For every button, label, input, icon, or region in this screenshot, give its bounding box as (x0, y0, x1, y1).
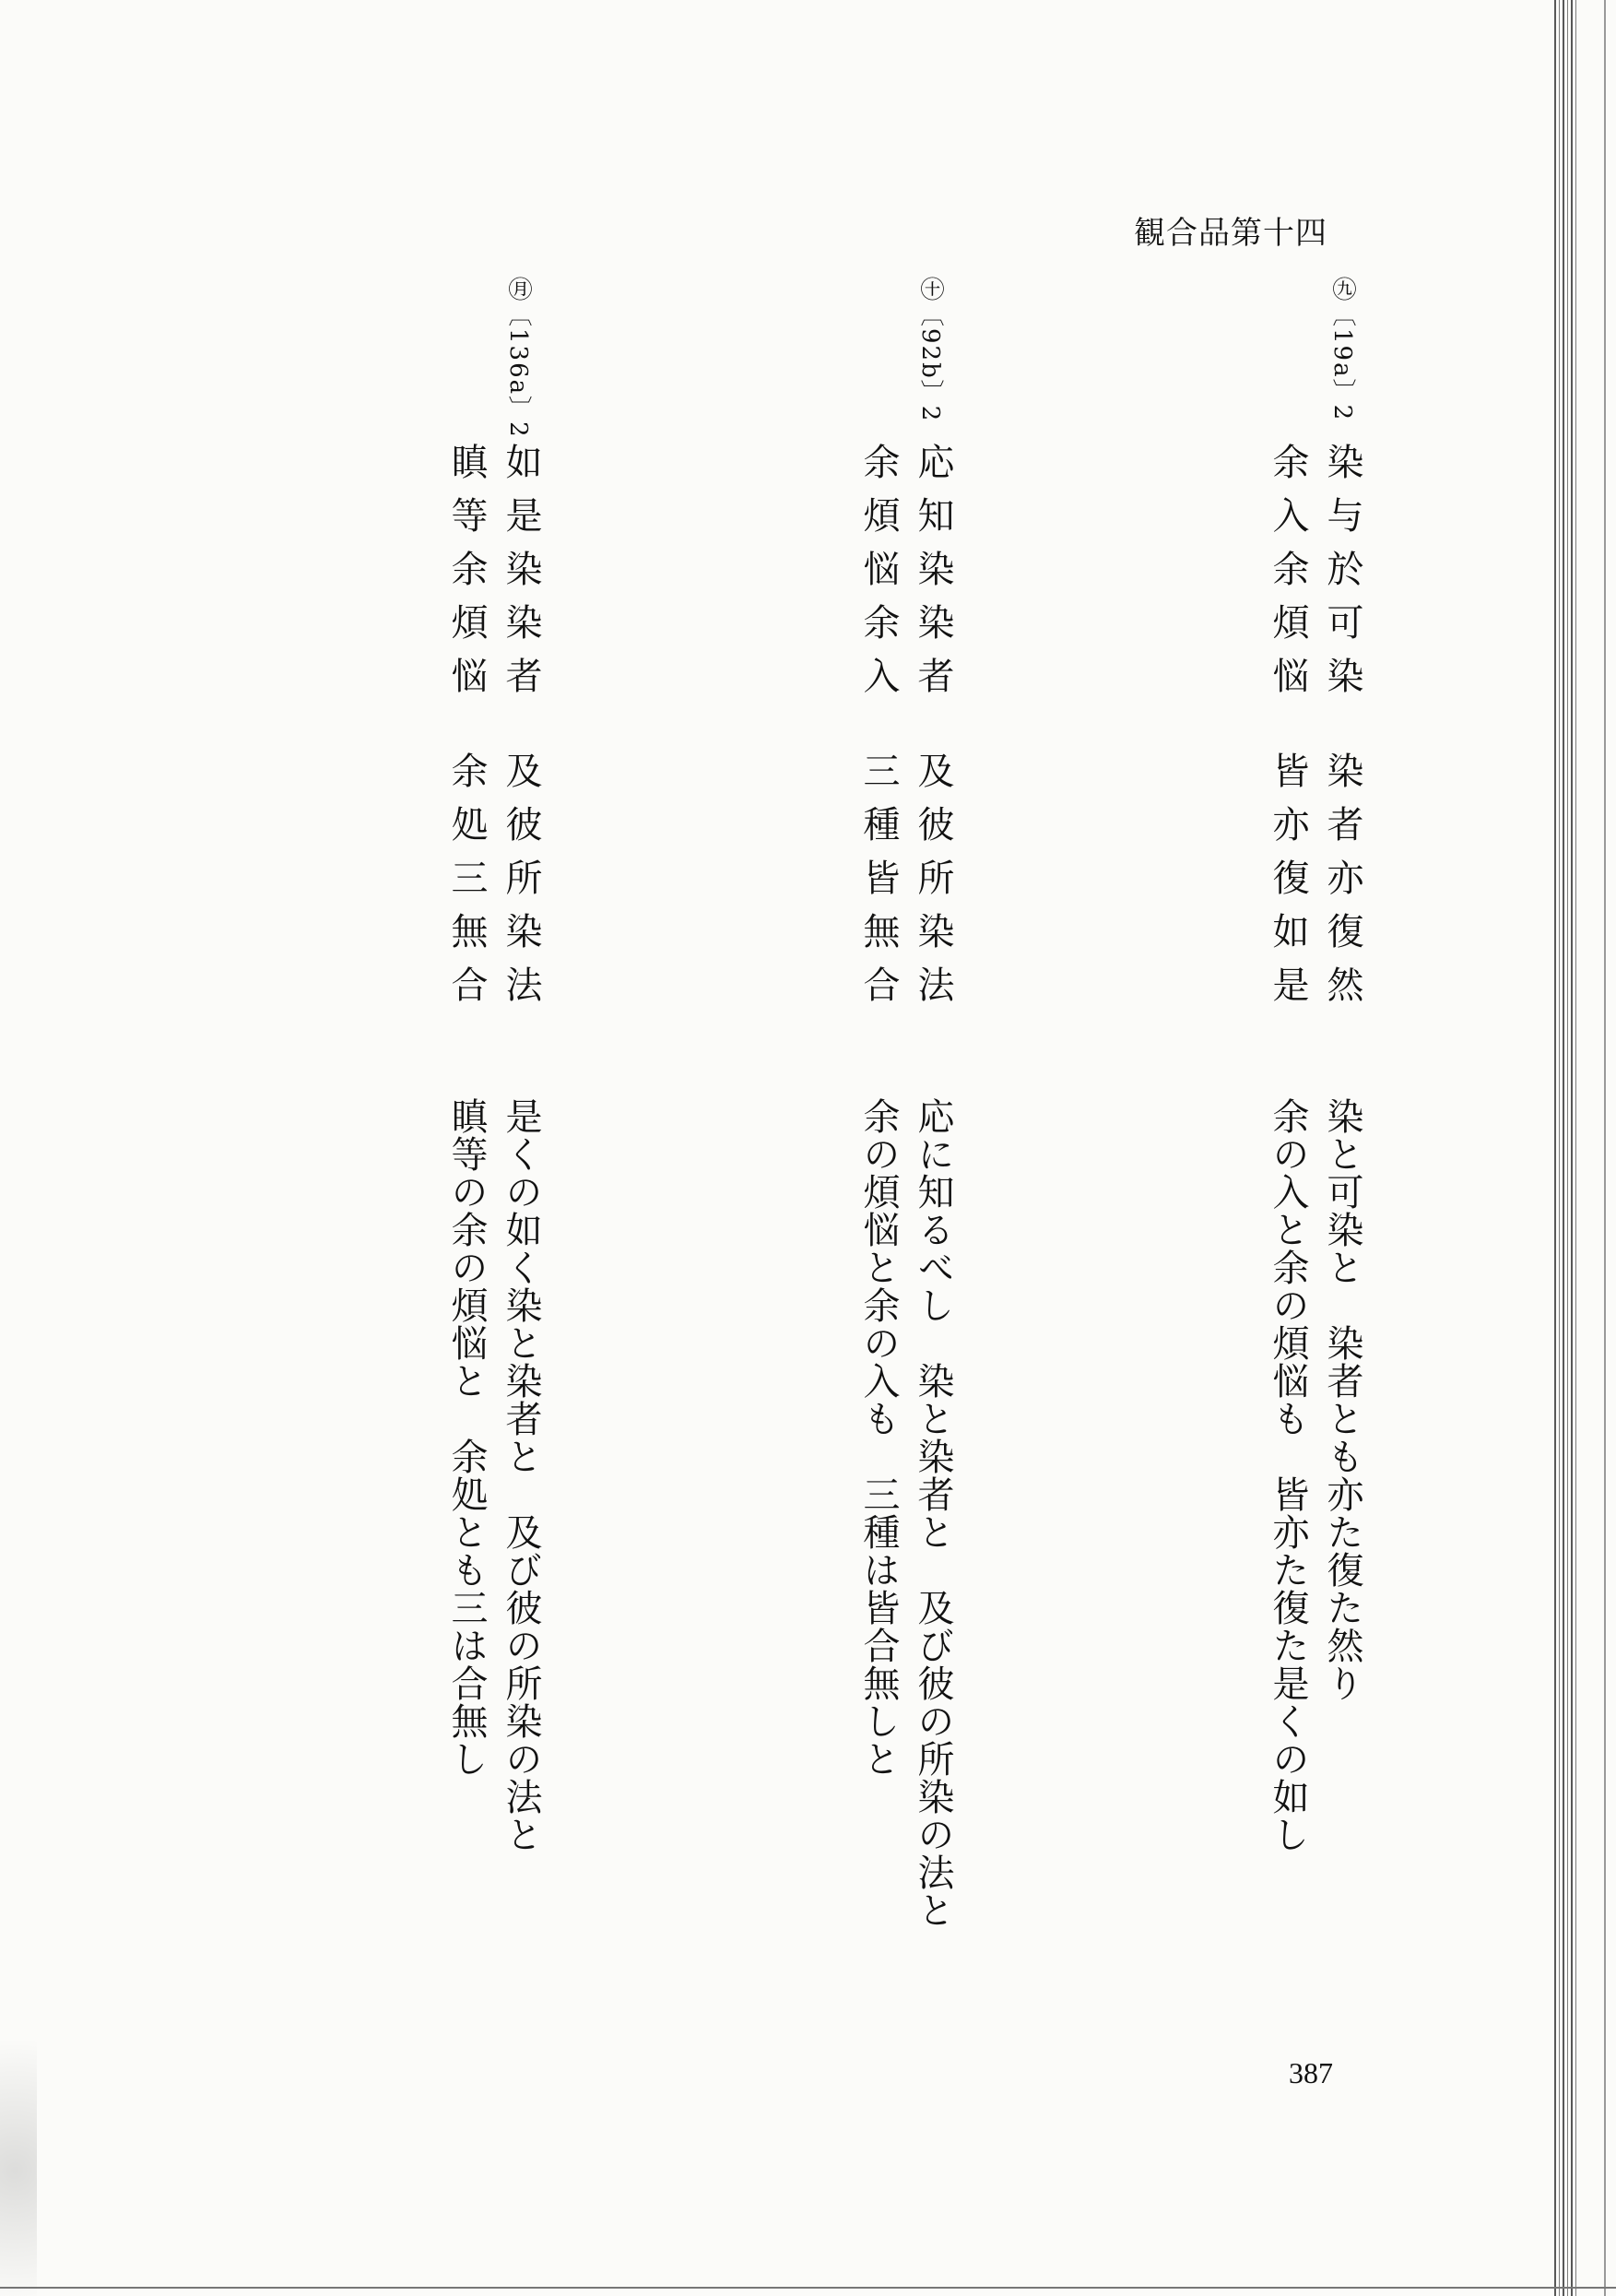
block-1-verse-1a: 染与於可染 (1321, 443, 1363, 710)
block-2-verse-2b: 三種皆無合 (857, 752, 900, 1019)
block-1-translation-1: 染と可染と 染者とも亦た復た然り (1321, 1097, 1363, 1702)
block-2-translation-1: 応に知るべし 染と染者と 及び彼の所染の法と (912, 1097, 954, 1929)
block-3-verse-2b: 余処三無合 (445, 752, 488, 1019)
block-2-translation-2: 余の煩悩と余の入も 三種は皆合無しと (857, 1097, 900, 1778)
block-1-verse-1b: 染者亦復然 (1321, 752, 1363, 1019)
page-binding-edge (1554, 0, 1576, 2296)
block-1-translation-2: 余の入と余の煩悩も 皆亦た復た是くの如し (1267, 1097, 1309, 1853)
block-1-verse-2a: 余入余煩悩 (1267, 443, 1309, 710)
scan-noise (0, 1982, 37, 2296)
page-edge-line (1604, 0, 1606, 2296)
block-3-translation-1: 是くの如く染と染者と 及び彼の所染の法と (500, 1097, 542, 1853)
bottom-edge-line (0, 2287, 1616, 2289)
block-3-verse-1b: 及彼所染法 (500, 752, 542, 1019)
block-3-verse-2a: 瞋等余煩悩 (445, 443, 488, 710)
block-3-ref: ㊊〔136a〕2 (504, 277, 532, 439)
block-1-ref: ㊈〔19a〕2 (1328, 277, 1356, 422)
page-number: 387 (1289, 2056, 1333, 2089)
block-2-verse-1b: 及彼所染法 (912, 752, 954, 1019)
block-2-verse-1a: 応知染染者 (912, 443, 954, 710)
block-3-translation-2: 瞋等の余の煩悩と 余処とも三は合無し (445, 1097, 488, 1778)
block-2-ref: ㊉〔92b〕2 (916, 277, 944, 423)
block-1-verse-2b: 皆亦復如是 (1267, 752, 1309, 1019)
block-3-verse-1a: 如是染染者 (500, 443, 542, 710)
block-2-verse-2a: 余煩悩余入 (857, 443, 900, 710)
running-header: 観合品第十四 (1134, 215, 1327, 252)
